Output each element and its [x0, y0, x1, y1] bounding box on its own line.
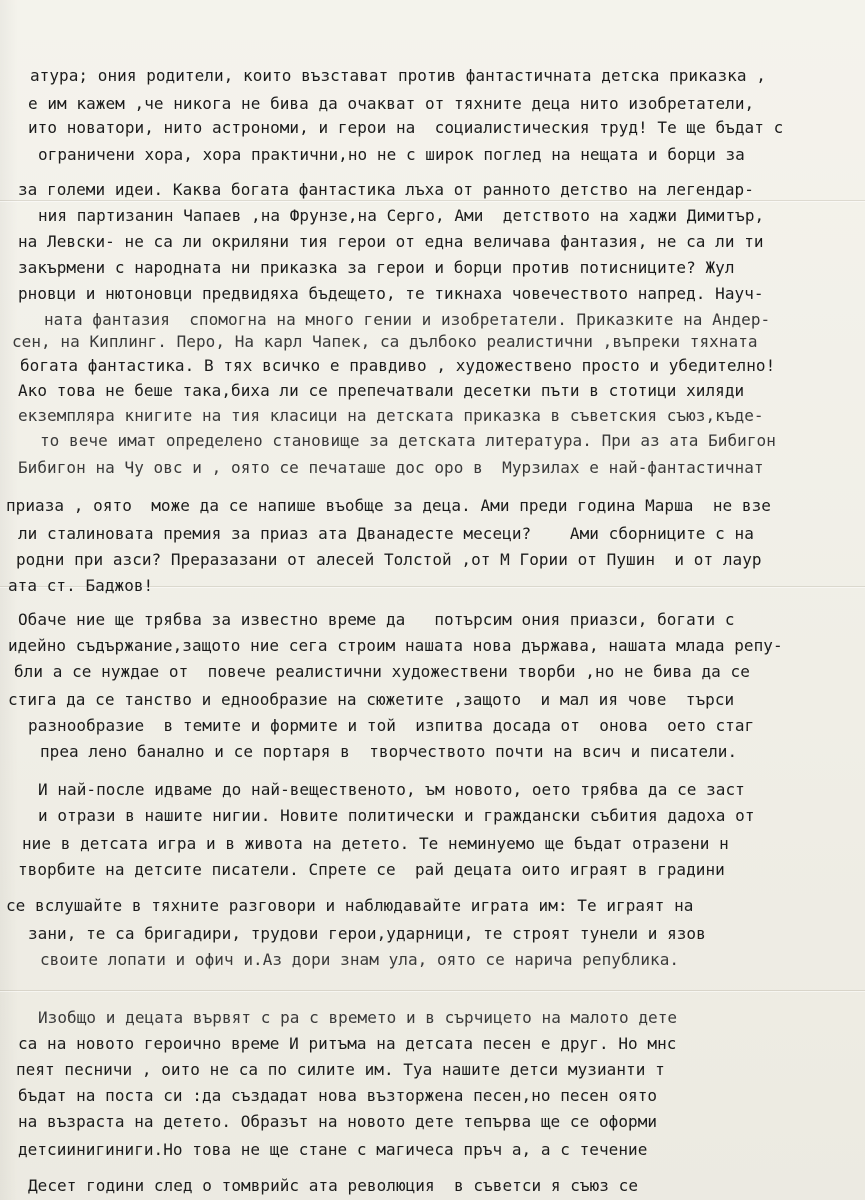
text-line: сен, на Киплинг. Перо, На карл Чапек, са дълбоко реалистични ,въпреки тяхната	[12, 332, 758, 351]
text-line: зани, те са бригадири, трудови герои,ударници, те строят тунели и язов	[28, 924, 706, 943]
text-line: И най-после идваме до най-вещественото, ъм новото, оето трябва да се заст	[38, 780, 745, 799]
text-line: Бибигон на Чу овс и , оято се печаташе дос оро в Мурзилах е най-фантастичнат	[18, 458, 764, 477]
text-line: разнообразие в темите и формите и той изпитва досада от онова оето стаг	[28, 716, 755, 735]
text-line: ние в детсата игра и в живота на детето. Те неминуемо ще бъдат отразени н	[22, 834, 729, 853]
text-line: пеят песничи , оито не са по силите им. Туа нашите детси музианти т	[16, 1060, 665, 1079]
text-line: на възраста на детето. Образът на новото дете тепърва ще се оформи	[18, 1112, 658, 1131]
paper-fold-line	[0, 990, 865, 991]
text-line: атура; ония родители, които възстават против фантастичната детска приказка ,	[30, 66, 766, 85]
text-line: за големи идеи. Каква богата фантастика лъха от ранното детство на легендар-	[18, 180, 754, 199]
text-line: ния партизанин Чапаев ,на Фрунзе,на Серго, Ами детството на хаджи Димитър,	[38, 206, 765, 225]
text-line: рновци и нютоновци предвидяха бъдещето, те тикнаха човечеството напред. Науч-	[18, 284, 764, 303]
text-line: детсиинигиниги.Но това не ще стане с магичеса пръч а, а с течение	[18, 1140, 648, 1159]
text-line: и отрази в нашите нигии. Новите политически и граждански събития дадоха от	[38, 806, 755, 825]
text-line: екземпляра книгите на тия класици на детската приказка в съветския съюз,къде-	[18, 406, 764, 425]
text-line: бли а се нуждае от повече реалистични художествени творби ,но не бива да се	[14, 662, 750, 681]
text-line: то вече имат определено становище за детската литература. При аз ата Бибигон	[40, 431, 776, 450]
text-line: ата ст. Баджов!	[8, 576, 154, 595]
text-line: Обаче ние ще трябва за известно време да потърсим ония приазси, богати с	[18, 610, 735, 629]
text-line: творбите на детсите писатели. Спрете се рай децата оито играят в градини	[18, 860, 725, 879]
text-line: се вслушайте в тяхните разговори и наблюдавайте играта им: Те играят на	[6, 896, 694, 915]
text-line: ли сталиновата премия за приаз ата Дванадесте месеци? Ами сборниците с на	[18, 524, 754, 543]
text-line: преа лено банално и се портаря в творчеството почти на всич и писатели.	[40, 742, 738, 761]
text-line: богата фантастика. В тях всичко е правдиво , художествено просто и убедително!	[20, 356, 776, 375]
text-line: Десет години след о томврийс ата революция в съветси я съюз се	[28, 1176, 639, 1195]
text-line: е им кажем ,че никога не бива да очакват от тяхните деца нито изобретатели,	[28, 94, 755, 113]
text-line: Ако това не беше така,биха ли се препечатвали десетки пъти в стотици хиляди	[18, 381, 745, 400]
text-line: стига да се танство и еднообразие на сюжетите ,защото и мал ия чове търси	[8, 690, 735, 709]
text-line: бъдат на поста си :да създадат нова възторжена песен,но песен оято	[18, 1086, 658, 1105]
text-line: приаза , оято може да се напише въобще за деца. Ами преди година Марша не взе	[6, 496, 771, 515]
text-line: са на новото героично време И ритъма на детсата песен е друг. Но мнс	[18, 1034, 677, 1053]
text-line: родни при азси? Преразазани от алесей Толстой ,от М Гории от Пушин и от лаур	[16, 550, 762, 569]
text-line: Изобщо и децата вървят с ра с времето и в сърчицето на малото дете	[38, 1008, 678, 1027]
paper-fold-line	[0, 200, 865, 201]
text-line: идейно съдържание,защото ние сега строим нашата нова държава, нашата млада репу-	[8, 636, 783, 655]
text-line: своите лопати и офич и.Аз дори знам ула, оято се нарича република.	[40, 950, 680, 969]
text-line: ито новатори, нито астрономи, и герои на социалистическия труд! Те ще бъдат с	[28, 118, 784, 137]
text-line: ната фантазия спомогна на много гении и изобретатели. Приказките на Андер-	[44, 310, 771, 329]
text-line: ограничени хора, хора практични,но не с широк поглед на нещата и борци за	[38, 145, 745, 164]
text-line: закърмени с народната ни приказка за герои и борци против потисниците? Жул	[18, 258, 735, 277]
text-line: на Левски- не са ли окриляни тия герои от една величава фантазия, не са ли ти	[18, 232, 764, 251]
